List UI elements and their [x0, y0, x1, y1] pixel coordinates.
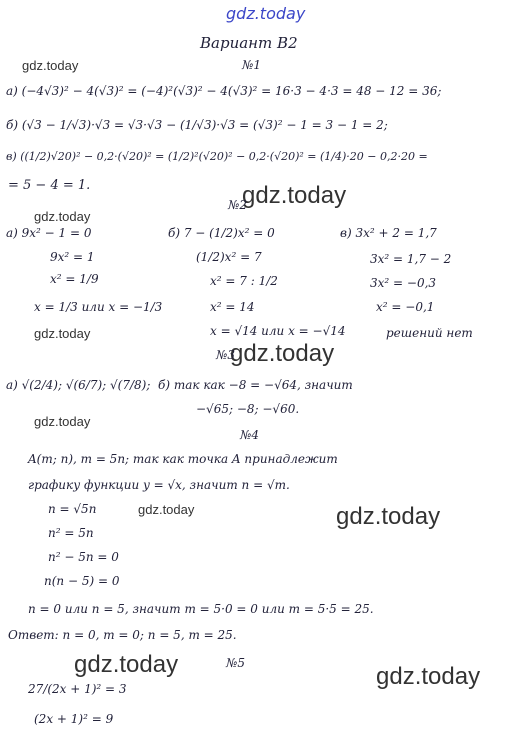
task2-b-line: x² = 7 : 1/2 [210, 274, 278, 288]
watermark-label: gdz.today [74, 651, 179, 678]
task2-a-line: 9x² = 1 [50, 250, 95, 264]
section-number-3: №3 [216, 348, 235, 362]
task2-a-line: x² = 1/9 [50, 272, 99, 286]
task4-line1: A(m; n), m = 5n; так как точка A принадлежит [28, 452, 338, 466]
task4-line2: графику функции y = √x, значит n = √m. [28, 478, 290, 492]
watermark-top: gdz.today [226, 4, 306, 23]
page-title: Вариант В2 [200, 34, 298, 52]
task5-eq1: 27/(2x + 1)² = 3 [28, 682, 127, 696]
task2-c-line: 3x² = 1,7 − 2 [370, 252, 452, 266]
task4-step: n = √5n [48, 502, 97, 516]
watermark-label: gdz.today [34, 414, 91, 429]
task2-b-line: x² = 14 [210, 300, 255, 314]
task2-a-line: x = 1/3 или x = −1/3 [34, 300, 163, 314]
task2-c-line: в) 3x² + 2 = 1,7 [340, 226, 437, 240]
task2-b-line: x = √14 или x = −√14 [210, 324, 346, 338]
watermark-label: gdz.today [242, 182, 347, 209]
watermark-label: gdz.today [336, 503, 441, 530]
task4-step: n² − 5n = 0 [48, 550, 119, 564]
watermark-label: gdz.today [376, 663, 481, 690]
task4-step: n² = 5n [48, 526, 94, 540]
task1-line-c: в) ((1/2)√20)² − 0,2·(√20)² = (1/2)²(√20)² − 0,2·(√20)² = (1/4)·20 − 0,2·20 = [6, 150, 428, 163]
watermark-label: gdz.today [138, 502, 195, 517]
task2-b-line: (1/2)x² = 7 [196, 250, 262, 264]
task4-conclusion: n = 0 или n = 5, значит m = 5·0 = 0 или m = 5·5 = 25. [28, 602, 374, 616]
section-number-2: №2 [228, 198, 247, 212]
task4-step: n(n − 5) = 0 [44, 574, 120, 588]
task2-c-line: решений нет [386, 326, 473, 340]
watermark-label: gdz.today [34, 209, 91, 224]
task3-b-line2: −√65; −8; −√60. [196, 402, 300, 416]
watermark-label: gdz.today [22, 58, 79, 73]
task1-line-b: б) (√3 − 1/√3)·√3 = √3·√3 − (1/√3)·√3 = (√3)² − 1 = 3 − 1 = 2; [6, 118, 388, 132]
task1-line-c-result: = 5 − 4 = 1. [8, 178, 91, 193]
task1-line-a: а) (−4√3)² − 4(√3)² = (−4)²(√3)² − 4(√3)² = 16·3 − 4·3 = 48 − 12 = 36; [6, 84, 442, 98]
task2-a-line: а) 9x² − 1 = 0 [6, 226, 92, 240]
task4-answer: Ответ: n = 0, m = 0; n = 5, m = 25. [8, 628, 237, 642]
task5-eq2: (2x + 1)² = 9 [34, 712, 114, 726]
section-number-1: №1 [242, 58, 261, 72]
watermark-label: gdz.today [230, 340, 335, 367]
task2-c-line: x² = −0,1 [376, 300, 435, 314]
task2-b-line: б) 7 − (1/2)x² = 0 [168, 226, 275, 240]
section-number-5: №5 [226, 656, 245, 670]
task3-a: а) √(2/4); √(6/7); √(7/8); [6, 378, 151, 392]
section-number-4: №4 [240, 428, 259, 442]
watermark-label: gdz.today [34, 326, 91, 341]
task3-b-line1: б) так как −8 = −√64, значит [158, 378, 353, 392]
task2-c-line: 3x² = −0,3 [370, 276, 437, 290]
